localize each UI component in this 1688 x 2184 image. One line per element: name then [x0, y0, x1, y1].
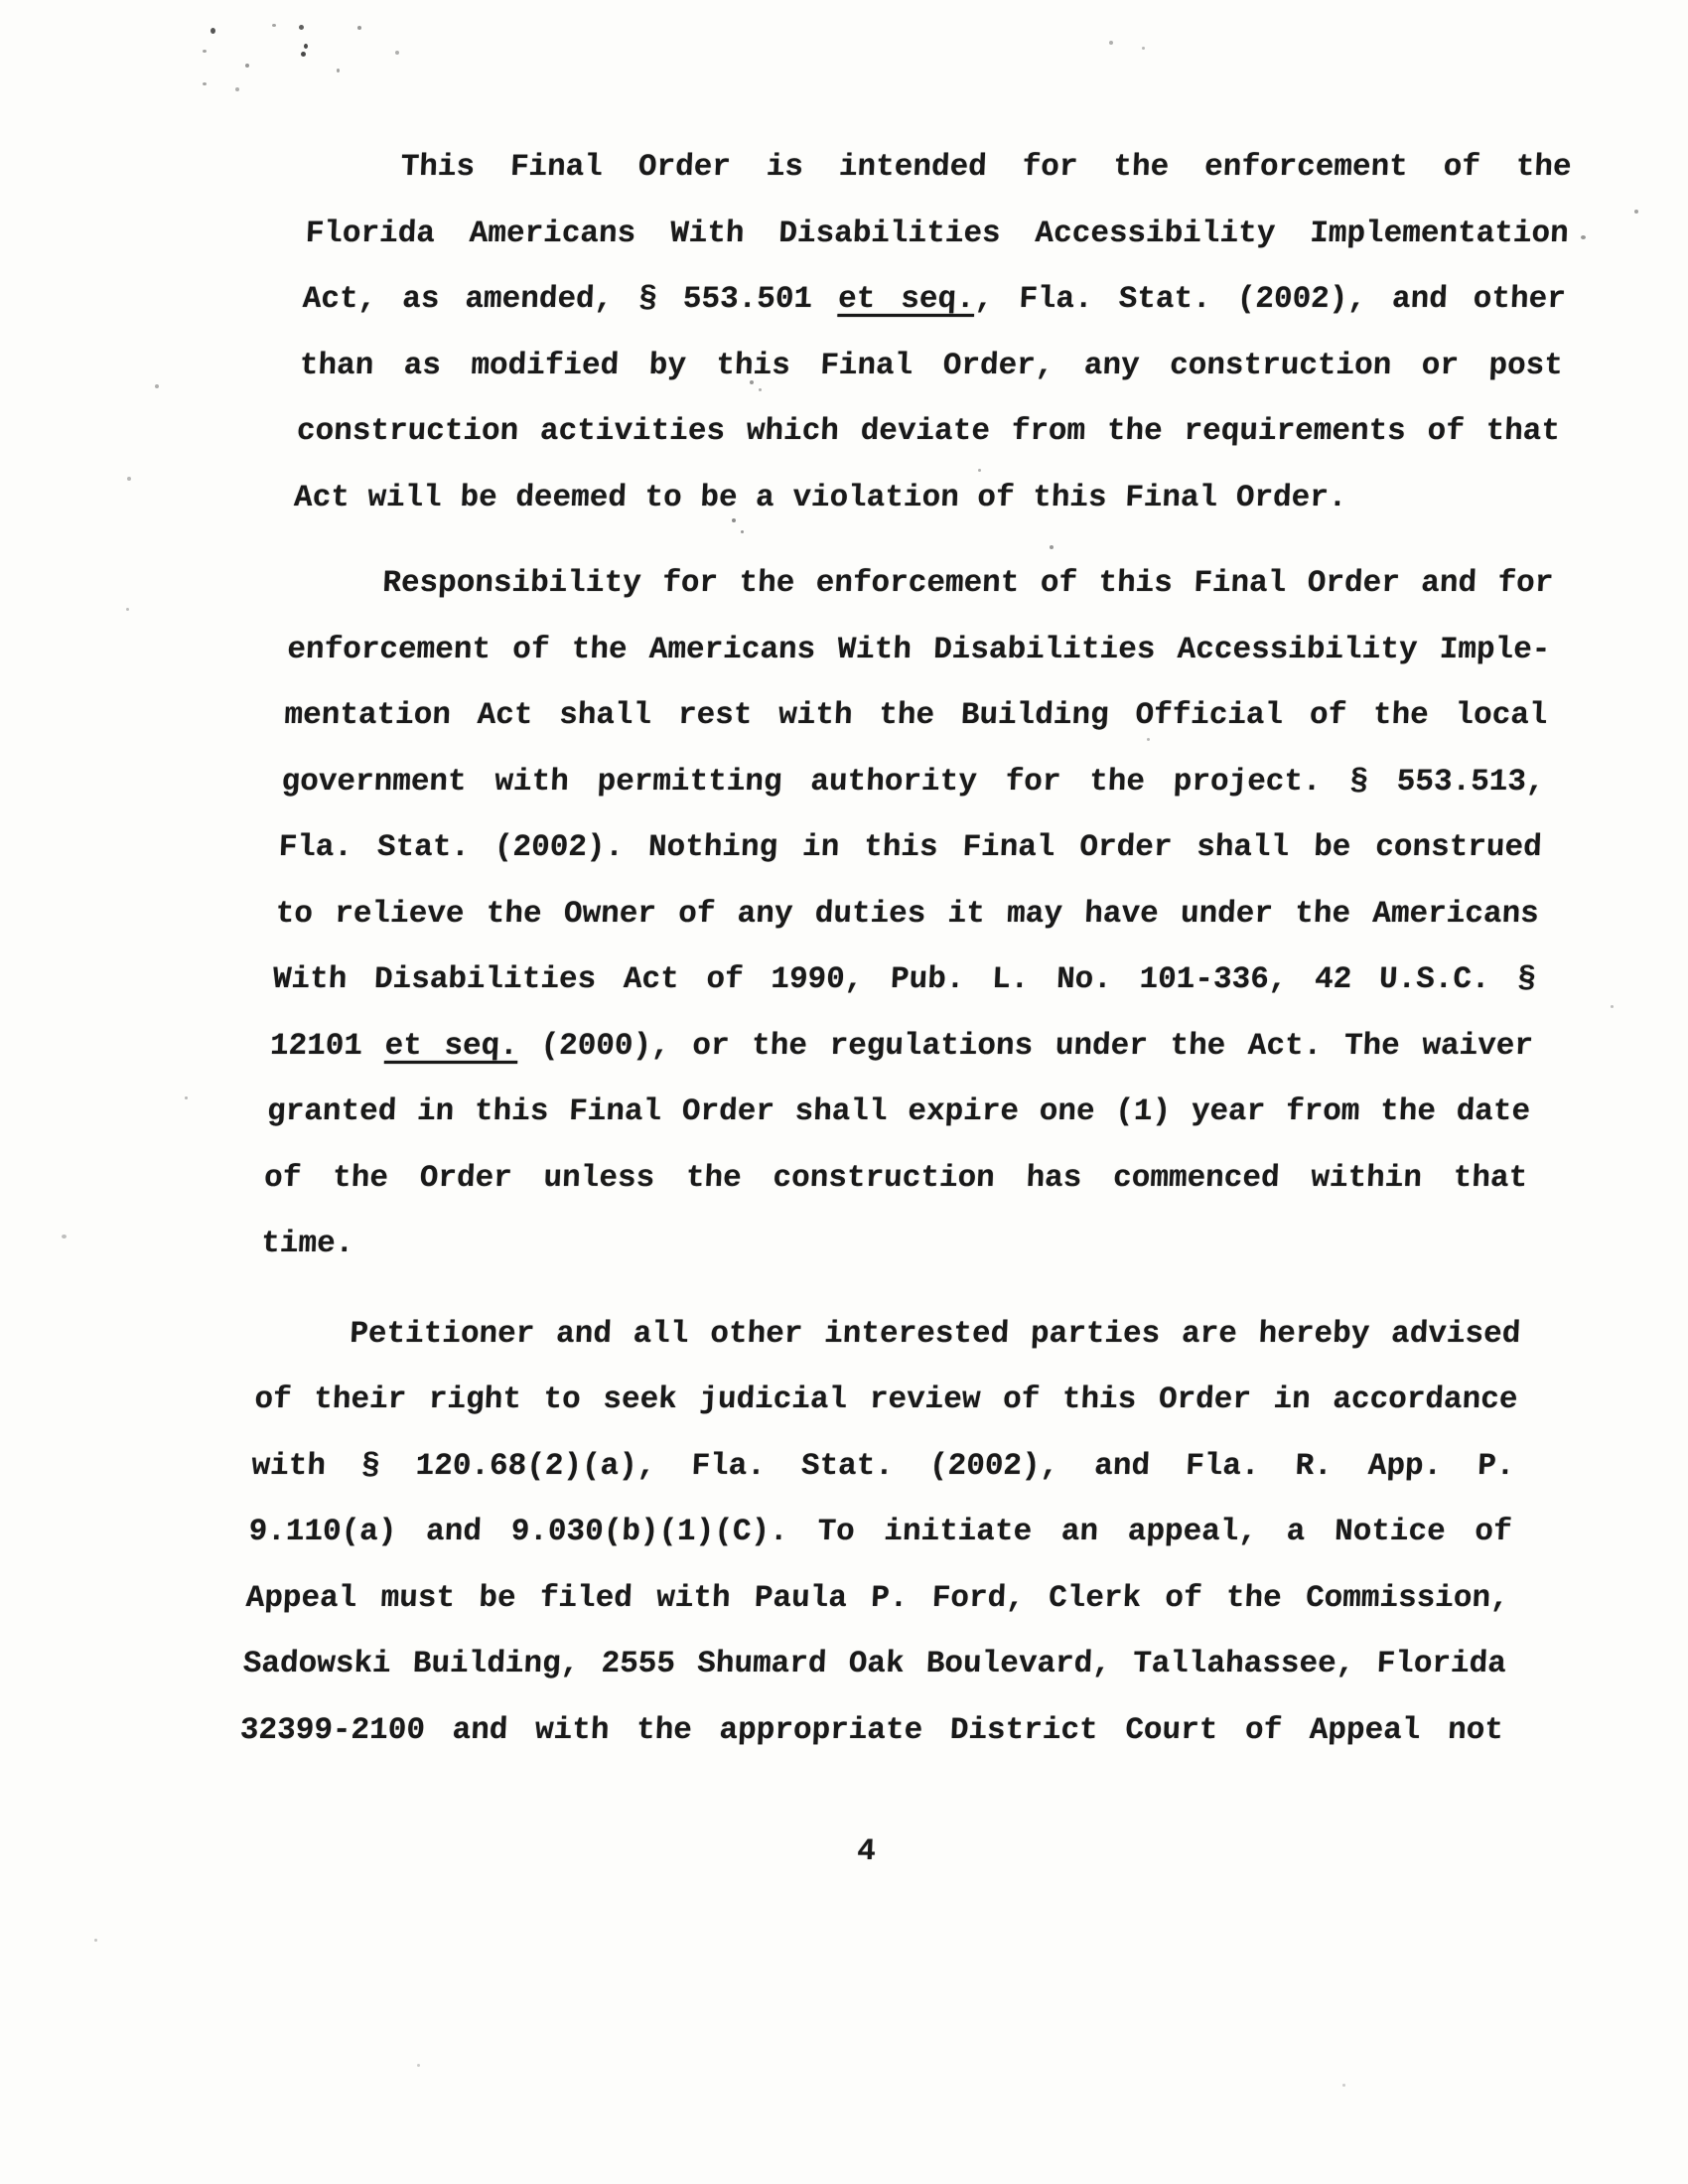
scan-speck: [272, 24, 276, 27]
scan-speck: [337, 69, 340, 73]
text-line: Fla. Stat. (2002). Nothing in this Final Order shall be construed: [277, 830, 1543, 865]
scan-speck: [62, 1235, 67, 1238]
scan-speck: [203, 82, 207, 85]
scan-speck: [301, 52, 306, 57]
paragraph-enforcement-responsibility: [260, 551, 1555, 1278]
text-line: Petitioner and all other interested parties are hereby advised: [349, 1316, 1522, 1352]
text-line: granted in this Final Order shall expire one (1) year from the date: [266, 1094, 1531, 1129]
text-line: With Disabilities Act of 1990, Pub. L. No. 101-336, 42 U.S.C. §: [272, 962, 1537, 997]
text-line: with § 120.68(2)(a), Fla. Stat. (2002), and Fla. R. App. P.: [250, 1448, 1516, 1484]
scan-speck: [235, 87, 239, 91]
text-line: Responsibility for the enforcement of this Final Order and for: [381, 566, 1555, 601]
scan-speck: [203, 50, 207, 53]
text-line: This Final Order is intended for the enforcement of the: [399, 150, 1573, 185]
paragraph-appeal-rights: [238, 1302, 1521, 1765]
scan-speck: [357, 26, 361, 30]
line-segment: Act, as amended, § 553.501: [302, 282, 839, 317]
text-line: Act will be deemed to be a violation of this Final Order.: [293, 480, 1348, 515]
text-line: [268, 1014, 1534, 1081]
scan-speck: [155, 384, 159, 388]
text-line: Florida Americans With Disabilities Accessibility Implementation: [304, 216, 1570, 251]
text-line: time.: [260, 1227, 355, 1261]
scan-speck: [417, 2064, 420, 2067]
scan-speck: [127, 477, 131, 481]
text-line: of the Order unless the construction has commenced within that: [263, 1160, 1528, 1196]
scan-speck: [1142, 47, 1145, 50]
scan-speck: [94, 1939, 97, 1942]
scan-speck: [185, 1096, 188, 1099]
page-text: [233, 135, 1573, 1886]
underlined-citation: et seq.: [383, 1028, 519, 1064]
line-segment: 12101: [269, 1028, 386, 1064]
scan-speck: [1342, 2084, 1345, 2087]
scan-speck: [1634, 210, 1638, 214]
text-line: government with permitting authority for the project. § 553.513,: [280, 764, 1546, 800]
text-line: 32399-2100 and with the appropriate District Court of Appeal not: [239, 1712, 1504, 1748]
text-line: to relieve the Owner of any duties it may have under the Americans: [275, 896, 1540, 932]
text-line: than as modified by this Final Order, any construction or post: [299, 348, 1564, 383]
paragraph-enforcement-intent: [293, 135, 1573, 531]
text-line: 9.110(a) and 9.030(b)(1)(C). To initiate an appeal, a Notice of: [247, 1515, 1513, 1549]
scan-speck: [126, 608, 129, 611]
page-number: 4: [856, 1834, 877, 1869]
scan-speck: [1581, 235, 1586, 239]
line-segment: (2000), or the regulations under the Act. The waiver: [517, 1028, 1534, 1064]
scan-speck: [1109, 41, 1113, 45]
scan-speck: [211, 28, 215, 34]
text-line: construction activities which deviate from the requirements of that: [296, 414, 1561, 449]
text-line: Appeal must be filed with Paula P. Ford, Clerk of the Commission,: [244, 1580, 1510, 1616]
text-line: of their right to seek judicial review of this Order in accordance: [253, 1383, 1519, 1417]
text-line: mentation Act shall rest with the Building Official of the local: [283, 698, 1549, 733]
line-segment: , Fla. Stat. (2002), and other: [973, 282, 1567, 317]
scan-speck: [1611, 1005, 1614, 1008]
scan-speck: [245, 64, 249, 68]
scan-speck: [395, 51, 399, 55]
underlined-citation: et seq.: [837, 282, 976, 317]
scan-speck: [299, 25, 304, 30]
scan-speck: [304, 44, 308, 49]
text-line: [301, 267, 1567, 334]
text-line: enforcement of the Americans With Disabilities Accessibility Imple-: [286, 632, 1552, 667]
text-line: Sadowski Building, 2555 Shumard Oak Boulevard, Tallahassee, Florida: [242, 1647, 1507, 1681]
